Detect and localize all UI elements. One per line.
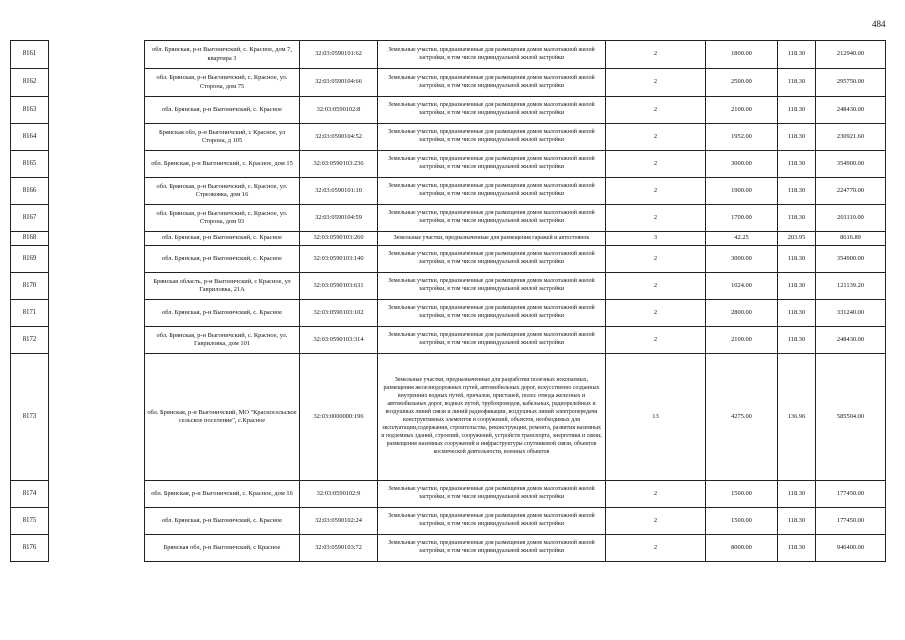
empty-cell <box>49 273 145 300</box>
cadastral-value-table <box>10 40 886 562</box>
row-number: 8162 <box>11 69 49 97</box>
area-cell: 2100.00 <box>706 327 778 354</box>
cadastral-number-cell: 32:03:0590103:236 <box>300 151 378 178</box>
table-row <box>11 327 886 354</box>
cadastral-number-cell: 32:03:0590103:314 <box>300 327 378 354</box>
table-row <box>11 300 886 327</box>
empty-cell <box>49 151 145 178</box>
use-code-cell: 2 <box>606 535 706 562</box>
table-row <box>11 508 886 535</box>
use-code-cell: 2 <box>606 97 706 124</box>
row-number: 8163 <box>11 97 49 124</box>
row-number: 8165 <box>11 151 49 178</box>
empty-cell <box>49 354 145 481</box>
table-row <box>11 205 886 232</box>
cadastral-number-cell: 32:03:0590101:62 <box>300 41 378 69</box>
use-code-cell: 2 <box>606 327 706 354</box>
empty-cell <box>49 124 145 151</box>
area-cell: 42.25 <box>706 232 778 246</box>
cadastral-number-cell: 32:03:0590103:102 <box>300 300 378 327</box>
area-cell: 3000.00 <box>706 151 778 178</box>
land-use-cell: Земельные участки, предназначенные для размещения домов малоэтажной жилой застройки, в том числе индивидуальной жилой застройки <box>378 97 606 124</box>
cadastral-number-cell: 32:03:0000000:196 <box>300 354 378 481</box>
cadastral-value-cell: 177450.00 <box>816 481 886 508</box>
area-cell: 1700.00 <box>706 205 778 232</box>
cadastral-number-cell: 32:03:0590102:8 <box>300 97 378 124</box>
cadastral-value-cell: 177450.00 <box>816 508 886 535</box>
row-number: 8170 <box>11 273 49 300</box>
cadastral-number-cell: 32:03:0590103:72 <box>300 535 378 562</box>
address-cell: Брянская обл, р-н Выгоничский, с Красное <box>145 535 300 562</box>
rate-cell: 118.30 <box>778 41 816 69</box>
land-use-cell: Земельные участки, предназначенные для размещения домов малоэтажной жилой застройки, в том числе индивидуальной жилой застройки <box>378 124 606 151</box>
empty-cell <box>49 481 145 508</box>
table-row <box>11 124 886 151</box>
empty-cell <box>49 41 145 69</box>
cadastral-number-cell: 32:03:0590103:140 <box>300 246 378 273</box>
address-cell: обл. Брянская, р-н Выгоничский, с. Красное <box>145 246 300 273</box>
row-number: 8164 <box>11 124 49 151</box>
area-cell: 2100.00 <box>706 97 778 124</box>
use-code-cell: 13 <box>606 354 706 481</box>
table-row <box>11 535 886 562</box>
use-code-cell: 2 <box>606 69 706 97</box>
empty-cell <box>49 327 145 354</box>
cadastral-value-cell: 201110.00 <box>816 205 886 232</box>
rate-cell: 118.30 <box>778 273 816 300</box>
area-cell: 4275.00 <box>706 354 778 481</box>
address-cell: обл. Брянская, р-н Выгоничский, с. Красное, ул. Сторона, дом 93 <box>145 205 300 232</box>
row-number: 8174 <box>11 481 49 508</box>
cadastral-value-cell: 8616.89 <box>816 232 886 246</box>
empty-cell <box>49 232 145 246</box>
cadastral-number-cell: 32:03:0590104:59 <box>300 205 378 232</box>
area-cell: 1500.00 <box>706 508 778 535</box>
area-cell: 1800.00 <box>706 41 778 69</box>
use-code-cell: 2 <box>606 41 706 69</box>
address-cell: обл. Брянская, р-н Выгоничский, с. Красное <box>145 300 300 327</box>
rate-cell: 118.30 <box>778 508 816 535</box>
use-code-cell: 2 <box>606 124 706 151</box>
area-cell: 3000.00 <box>706 246 778 273</box>
rate-cell: 118.30 <box>778 178 816 205</box>
use-code-cell: 2 <box>606 151 706 178</box>
cadastral-number-cell: 32:03:0590103:260 <box>300 232 378 246</box>
empty-cell <box>49 300 145 327</box>
cadastral-value-cell: 121139.20 <box>816 273 886 300</box>
empty-cell <box>49 69 145 97</box>
rate-cell: 118.30 <box>778 124 816 151</box>
row-number: 8161 <box>11 41 49 69</box>
rate-cell: 118.30 <box>778 205 816 232</box>
empty-cell <box>49 97 145 124</box>
table-row <box>11 41 886 69</box>
row-number: 8169 <box>11 246 49 273</box>
cadastral-number-cell: 32:03:0590103:631 <box>300 273 378 300</box>
area-cell: 1952.00 <box>706 124 778 151</box>
address-cell: обл. Брянская, р-н Выгоничский, с. Красное <box>145 508 300 535</box>
use-code-cell: 2 <box>606 481 706 508</box>
rate-cell: 118.30 <box>778 535 816 562</box>
rate-cell: 118.30 <box>778 481 816 508</box>
rate-cell: 118.30 <box>778 327 816 354</box>
land-use-cell: Земельные участки, предназначенные для размещения домов малоэтажной жилой застройки, в том числе индивидуальной жилой застройки <box>378 327 606 354</box>
cadastral-value-cell: 585504.00 <box>816 354 886 481</box>
use-code-cell: 2 <box>606 178 706 205</box>
address-cell: обл. Брянская, р-н Выгоничский, с. Красное <box>145 232 300 246</box>
address-cell: обл. Брянская, р-н Выгоничский, с. Красное, ул. Стрелковка, дом 16 <box>145 178 300 205</box>
use-code-cell: 2 <box>606 300 706 327</box>
land-use-cell: Земельные участки, предназначенные для размещения домов малоэтажной жилой застройки, в том числе индивидуальной жилой застройки <box>378 300 606 327</box>
cadastral-value-cell: 354900.00 <box>816 151 886 178</box>
land-use-cell: Земельные участки, предназначенные для размещения домов малоэтажной жилой застройки, в том числе индивидуальной жилой застройки <box>378 205 606 232</box>
address-cell: обл. Брянская, р-н Выгоничский, с. Красное, дом 15 <box>145 151 300 178</box>
row-number: 8167 <box>11 205 49 232</box>
address-cell: обл. Брянская, р-н Выгоничский, с. Красное, дом 7, квартира 3 <box>145 41 300 69</box>
rate-cell: 118.30 <box>778 69 816 97</box>
rate-cell: 118.30 <box>778 151 816 178</box>
land-use-cell: Земельные участки, предназначенные для размещения домов малоэтажной жилой застройки, в том числе индивидуальной жилой застройки <box>378 69 606 97</box>
row-number: 8168 <box>11 232 49 246</box>
land-use-cell: Земельные участки, предназначенные для размещения домов малоэтажной жилой застройки, в том числе индивидуальной жилой застройки <box>378 535 606 562</box>
land-use-cell: Земельные участки, предназначенные для размещения домов малоэтажной жилой застройки, в том числе индивидуальной жилой застройки <box>378 508 606 535</box>
cadastral-number-cell: 32:03:0590101:10 <box>300 178 378 205</box>
use-code-cell: 2 <box>606 205 706 232</box>
address-cell: Брянская область, р-н Выгоничский, с Красное, ул Гавриловка, 21А <box>145 273 300 300</box>
rate-cell: 203.95 <box>778 232 816 246</box>
row-number: 8166 <box>11 178 49 205</box>
row-number: 8176 <box>11 535 49 562</box>
row-number: 8173 <box>11 354 49 481</box>
row-number: 8171 <box>11 300 49 327</box>
area-cell: 8000.00 <box>706 535 778 562</box>
land-use-cell: Земельные участки, предназначенные для размещения домов малоэтажной жилой застройки, в том числе индивидуальной жилой застройки <box>378 246 606 273</box>
row-number: 8172 <box>11 327 49 354</box>
cadastral-value-cell: 354900.00 <box>816 246 886 273</box>
cadastral-value-cell: 331240.00 <box>816 300 886 327</box>
rate-cell: 136.96 <box>778 354 816 481</box>
address-cell: обл. Брянская, р-н Выгоничский, с. Красное, дом 16 <box>145 481 300 508</box>
address-cell: обл. Брянская, р-н Выгоничский, с. Красное, ул. Сторона, дом 75 <box>145 69 300 97</box>
area-cell: 2500.00 <box>706 69 778 97</box>
use-code-cell: 2 <box>606 508 706 535</box>
table-row <box>11 151 886 178</box>
cadastral-number-cell: 32:03:0590102:24 <box>300 508 378 535</box>
table-row <box>11 97 886 124</box>
cadastral-value-cell: 248430.00 <box>816 97 886 124</box>
land-use-cell: Земельные участки, предназначенные для размещения домов малоэтажной жилой застройки, в том числе индивидуальной жилой застройки <box>378 41 606 69</box>
table-row <box>11 273 886 300</box>
land-use-cell: Земельные участки, предназначенные для разработки полезных ископаемых, размещения железнодорожных путей, автомобильных дорог, искусственно созданных внутренних водных путей, причалов, пристаней, полос отвода железных и автомобильных дорог, водных путей, трубопроводов, кабельных, радиорелейных и воздушных линий связи и линий радиофикации, воздушных линий электропередачи конструктивных элементов и сооружений, объектов, необходимых для эксплуатации,содержания, строительства, реконструкции, ремонта, развития наземных и подземных зданий, строений, сооружений, устройств транспорта, энергетики и связи; размещения наземных сооружений и инфраструктуры спутниковой связи, объектов космической деятельности, военных объектов <box>378 354 606 481</box>
cadastral-value-cell: 230921.60 <box>816 124 886 151</box>
address-cell: обл. Брянская, р-н Выгоничский, с. Красное <box>145 97 300 124</box>
address-cell: Брянская обл, р-н Выгоничский, с Красное, ул Сторона, д 105 <box>145 124 300 151</box>
cadastral-number-cell: 32:03:0590102:9 <box>300 481 378 508</box>
cadastral-value-cell: 212940.00 <box>816 41 886 69</box>
area-cell: 1024.00 <box>706 273 778 300</box>
cadastral-value-cell: 248430.00 <box>816 327 886 354</box>
address-cell: обл. Брянская, р-н Выгоничский, с. Красное, ул. Гавриловка, дом 101 <box>145 327 300 354</box>
use-code-cell: 2 <box>606 246 706 273</box>
cadastral-number-cell: 32:03:0590104:66 <box>300 69 378 97</box>
table-row <box>11 232 886 246</box>
land-use-cell: Земельные участки, предназначенные для размещения домов малоэтажной жилой застройки, в том числе индивидуальной жилой застройки <box>378 481 606 508</box>
cadastral-value-cell: 946400.00 <box>816 535 886 562</box>
use-code-cell: 2 <box>606 273 706 300</box>
cadastral-value-cell: 224770.00 <box>816 178 886 205</box>
cadastral-number-cell: 32:03:0590104:52 <box>300 124 378 151</box>
table-row <box>11 481 886 508</box>
empty-cell <box>49 178 145 205</box>
table-row <box>11 246 886 273</box>
area-cell: 2800.00 <box>706 300 778 327</box>
empty-cell <box>49 535 145 562</box>
table-row <box>11 69 886 97</box>
rate-cell: 118.30 <box>778 97 816 124</box>
row-number: 8175 <box>11 508 49 535</box>
area-cell: 1900.00 <box>706 178 778 205</box>
area-cell: 1500.00 <box>706 481 778 508</box>
address-cell: обл. Брянская, р-н Выгоничский, МО "Красносельское сельское поселение", с.Красное <box>145 354 300 481</box>
table-row <box>11 354 886 481</box>
empty-cell <box>49 246 145 273</box>
rate-cell: 118.30 <box>778 246 816 273</box>
rate-cell: 118.30 <box>778 300 816 327</box>
empty-cell <box>49 205 145 232</box>
land-use-cell: Земельные участки, предназначенные для размещения домов малоэтажной жилой застройки, в том числе индивидуальной жилой застройки <box>378 273 606 300</box>
land-use-cell: Земельные участки, предназначенные для размещения гаражей и автостоянок <box>378 232 606 246</box>
land-use-cell: Земельные участки, предназначенные для размещения домов малоэтажной жилой застройки, в том числе индивидуальной жилой застройки <box>378 151 606 178</box>
empty-cell <box>49 508 145 535</box>
cadastral-value-cell: 295750.00 <box>816 69 886 97</box>
land-use-cell: Земельные участки, предназначенные для размещения домов малоэтажной жилой застройки, в том числе индивидуальной жилой застройки <box>378 178 606 205</box>
page-number: 484 <box>872 19 886 29</box>
use-code-cell: 3 <box>606 232 706 246</box>
table-row <box>11 178 886 205</box>
